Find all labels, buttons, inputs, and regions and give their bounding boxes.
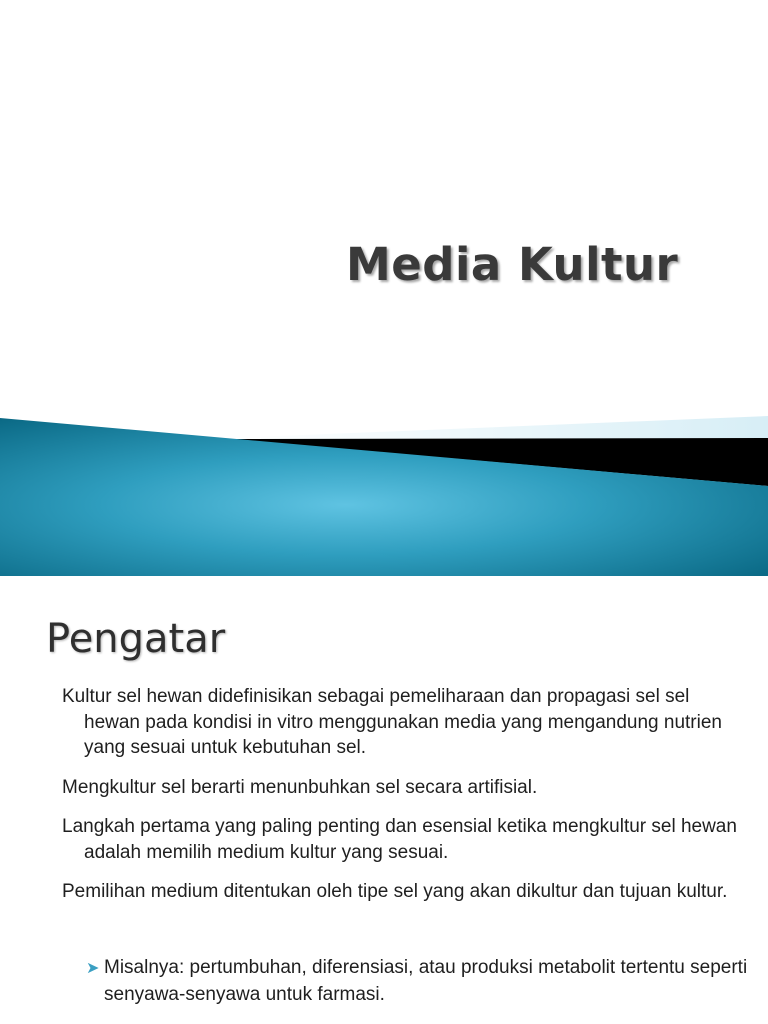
list-item: Pemilihan medium ditentukan oleh tipe sel yang akan dikultur dan tujuan kultur. bbox=[62, 881, 728, 902]
content-slide bbox=[0, 576, 768, 1024]
bullet-list bbox=[62, 684, 742, 919]
sub-list-item bbox=[86, 955, 764, 1007]
list-item: Kultur sel hewan didefinisikan sebagai pemeliharaan dan propagasi sel sel hewan pada kondisi in vitro menggunakan media yang mengandung nutrien yang sesuai untuk kebutuhan sel. bbox=[62, 686, 722, 758]
decorative-swoosh bbox=[0, 400, 768, 576]
list-item: Mengkultur sel berarti menunbuhkan sel secara artifisial. bbox=[62, 776, 538, 798]
slide-heading: Pengatar bbox=[46, 616, 226, 662]
list-item: Langkah pertama yang paling penting dan esensial ketika mengkultur sel hewan adalah memilih medium kultur yang sesuai. bbox=[62, 816, 737, 863]
sub-list-item-text: Misalnya: pertumbuhan, diferensiasi, atau produksi metabolit tertentu seperti senyawa-senyawa untuk farmasi. bbox=[104, 957, 748, 1005]
slide-title: Media Kultur bbox=[346, 238, 679, 291]
arrow-right-icon: ➤ bbox=[86, 960, 100, 977]
swoosh-light-stripe bbox=[230, 416, 768, 440]
